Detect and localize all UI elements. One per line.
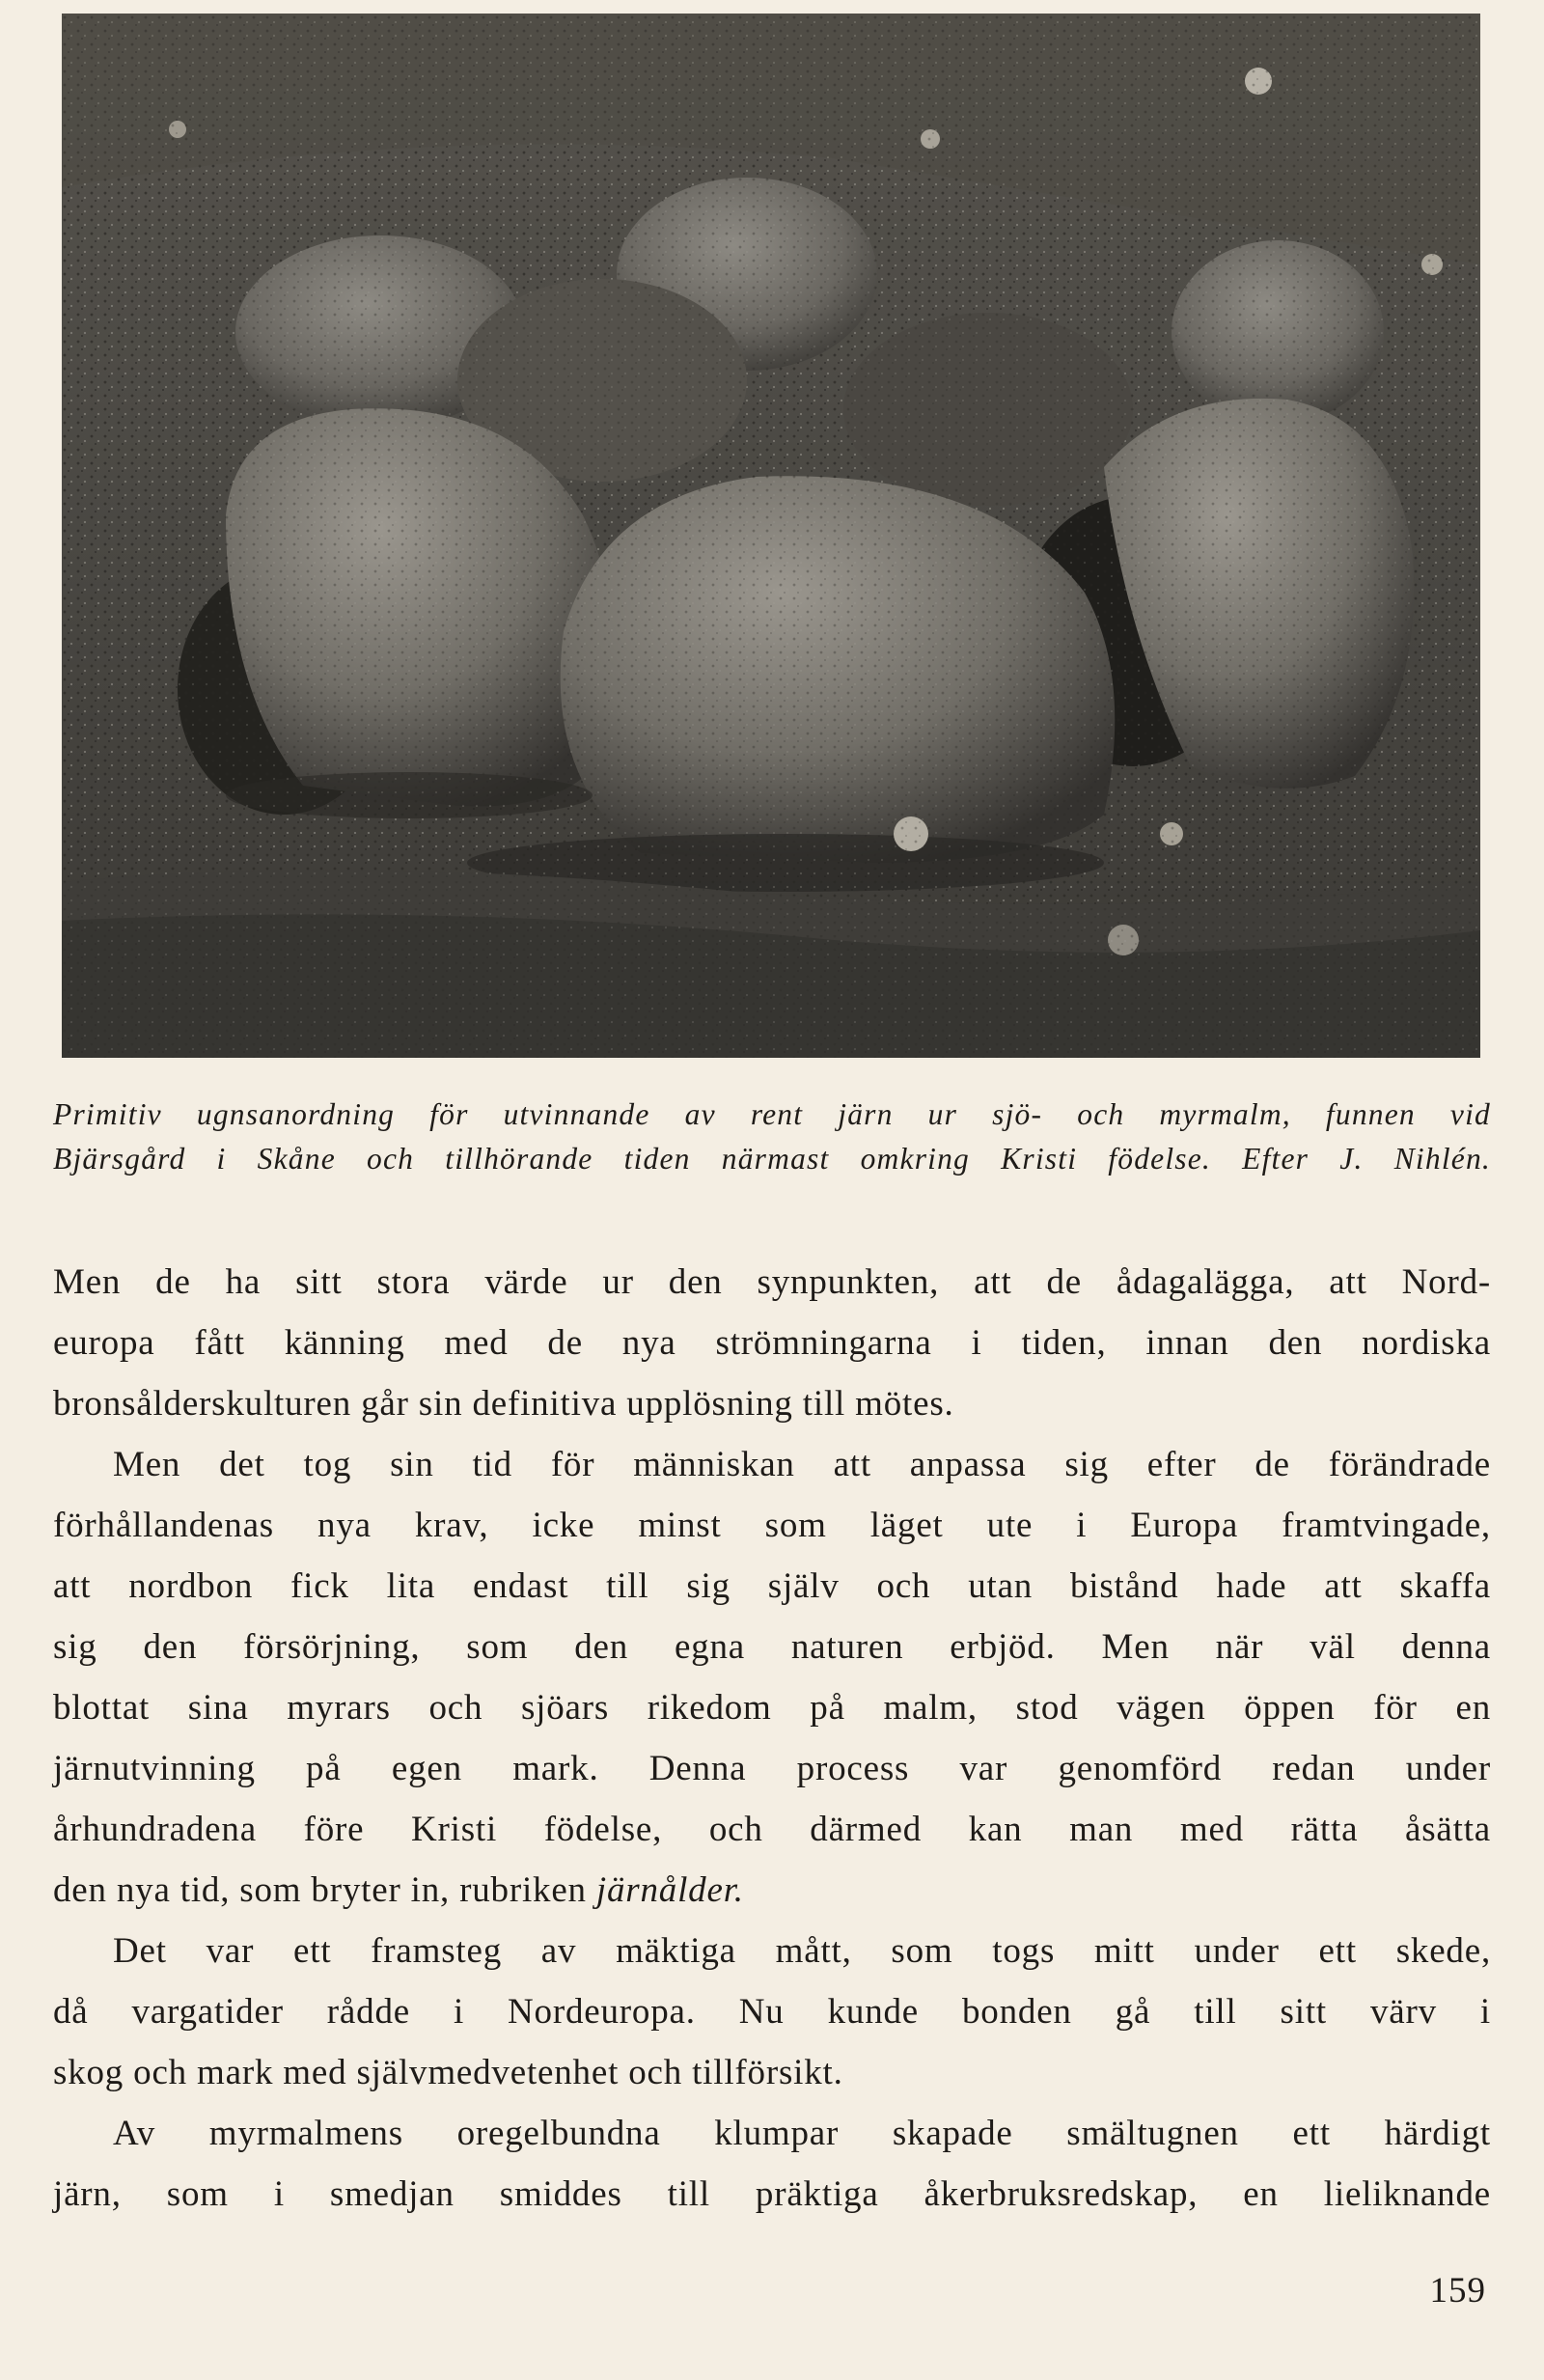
text-fragment: den nya tid, som bryter in, rubriken <box>53 1870 587 1910</box>
emphasis-term: järnålder. <box>595 1870 744 1910</box>
text-line: blottat sina myrars och sjöars rikedom på malm, stod vägen öppen för en <box>53 1688 1491 1728</box>
text-line: järnutvinning på egen mark. Denna process var genomförd redan under <box>53 1749 1491 1788</box>
text-line: Men det tog sin tid för människan att anpassa sig efter de förändrade <box>113 1445 1491 1484</box>
stone-furnace-photo <box>62 14 1480 1058</box>
page-number: 159 <box>1429 2271 1486 2311</box>
text-line: europa fått känning med de nya strömningarna i tiden, innan den nordiska <box>53 1323 1491 1363</box>
text-line: förhållandenas nya krav, icke minst som läget ute i Europa framtvingade, <box>53 1506 1491 1545</box>
photo-illustration-icon <box>62 14 1480 1058</box>
text-line: då vargatider rådde i Nordeuropa. Nu kunde bonden gå till sitt värv i <box>53 1992 1491 2032</box>
caption-line: Bjärsgård i Skåne och tillhörande tiden närmast omkring Kristi födelse. Efter J. Nihlén. <box>53 1142 1491 1176</box>
text-line: bronsålderskulturen går sin definitiva upplösning till mötes. <box>53 1384 954 1424</box>
text-line: århundradena före Kristi födelse, och därmed kan man med rätta åsätta <box>53 1810 1491 1849</box>
text-line: Det var ett framsteg av mäktiga mått, som togs mitt under ett skede, <box>113 1931 1491 1971</box>
text-line: att nordbon fick lita endast till sig själv och utan bistånd hade att skaffa <box>53 1566 1491 1606</box>
figure-caption <box>53 1093 1491 1181</box>
text-line <box>53 1860 1491 1921</box>
text-line: sig den försörjning, som den egna naturen erbjöd. Men när väl denna <box>53 1627 1491 1667</box>
text-line: Men de ha sitt stora värde ur den synpunkten, att de ådagalägga, att Nord- <box>53 1262 1491 1302</box>
text-line: skog och mark med självmedvetenhet och tillförsikt. <box>53 2053 843 2092</box>
text-line: järn, som i smedjan smiddes till präktiga åkerbruksredskap, en lieliknande <box>53 2174 1491 2214</box>
caption-line: Primitiv ugnsanordning för utvinnande av rent järn ur sjö- och myrmalm, funnen vid <box>53 1097 1491 1131</box>
body-text <box>53 1252 1491 2225</box>
text-line: Av myrmalmens oregelbundna klumpar skapade smältugnen ett härdigt <box>113 2114 1491 2153</box>
